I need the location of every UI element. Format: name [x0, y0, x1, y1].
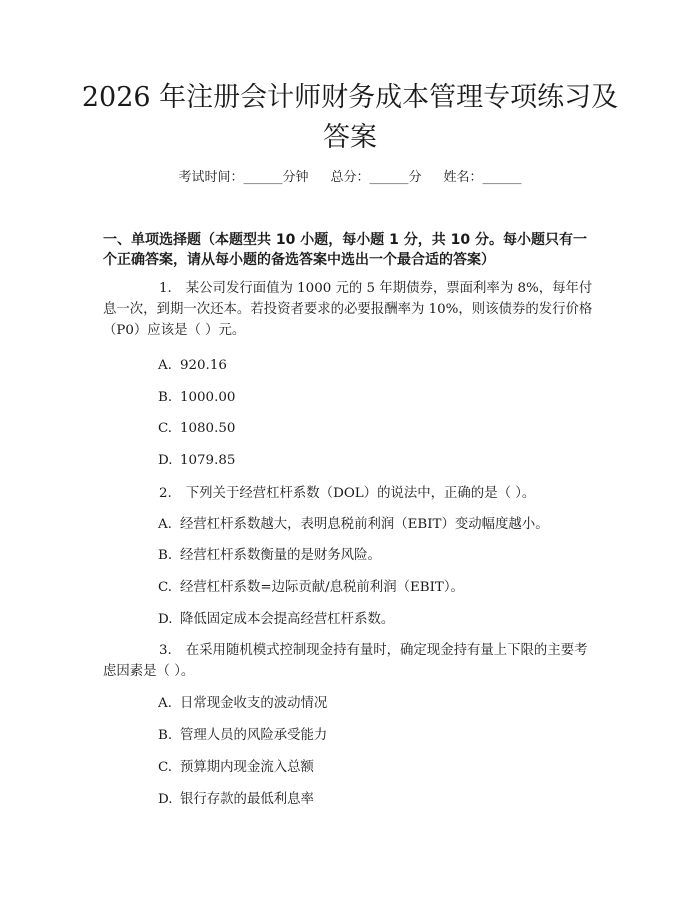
name-field: 姓名：______ — [443, 170, 522, 185]
exam-info — [0, 169, 700, 187]
question-number: 3. — [159, 643, 172, 658]
q1-option-c: C. 1080.50 — [158, 421, 236, 436]
question-text: 下列关于经营杠杆系数（DOL）的说法中，正确的是（ ）。 — [185, 486, 536, 501]
document-title: 2026 年注册会计师财务成本管理专项练习及答案 — [81, 82, 619, 153]
q3-option-d: D. 银行存款的最低利息率 — [158, 792, 314, 807]
question-2 — [103, 483, 598, 504]
q2-option-c: C. 经营杠杆系数=边际贡献/息税前利润（EBIT）。 — [158, 580, 464, 595]
exam-time-field: 考试时间：______分钟 — [178, 170, 309, 185]
q3-option-b: B. 管理人员的风险承受能力 — [158, 728, 328, 743]
question-text: 某公司发行面值为 1000 元的 5 年期债券，票面利率为 8%，每年付息一次，到期一次还本。若投资者要求的必要报酬率为 10%，则该债券的发行价格（P0）应该是（ ）元。 — [103, 281, 593, 338]
total-score-field: 总分：______分 — [330, 170, 422, 185]
q2-option-d: D. 降低固定成本会提高经营杠杆系数。 — [158, 612, 395, 627]
question-number: 1. — [159, 281, 172, 296]
q3-option-c: C. 预算期内现金流入总额 — [158, 760, 314, 775]
question-number: 2. — [159, 486, 172, 501]
q1-option-b: B. 1000.00 — [158, 390, 236, 405]
q2-option-a: A. 经营杠杆系数越大，表明息税前利润（EBIT）变动幅度越小。 — [158, 517, 549, 532]
q2-option-b: B. 经营杠杆系数衡量的是财务风险。 — [158, 548, 381, 563]
q3-option-a: A. 日常现金收支的波动情况 — [158, 696, 328, 711]
question-1 — [103, 278, 598, 341]
question-text: 在采用随机模式控制现金持有量时，确定现金持有量上下限的主要考虑因素是（ ）。 — [103, 643, 588, 679]
q1-option-d: D. 1079.85 — [158, 453, 236, 468]
section-heading: 一、单项选择题（本题型共 10 小题，每小题 1 分，共 10 分。每小题只有一个正确答案，请从每小题的备选答案中选出一个最合适的答案） — [103, 232, 587, 268]
q1-option-a: A. 920.16 — [158, 358, 227, 373]
question-3 — [103, 640, 598, 682]
